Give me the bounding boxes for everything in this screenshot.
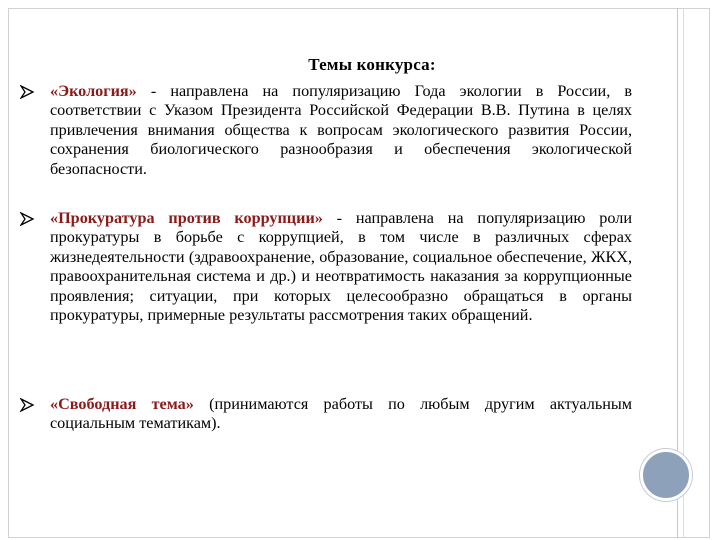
arrowhead-bullet-icon (20, 398, 36, 412)
decorative-circle (640, 449, 692, 501)
item-description: - направлена на популяризацию Года экологии в России, в соответствии с Указом Президента Российской Федерации В.В. Путина в целях привлечения внимания общества к вопросам экологического развития России, сохранения биологического разнообразия и обеспечения экологической безопасности. (50, 82, 632, 178)
item-description: (принимаются работы по любым другим актуальным социальным тематикам). (50, 395, 632, 433)
list-item-text (50, 209, 632, 325)
item-highlight: «Прокуратура против коррупции» (50, 209, 323, 227)
arrowhead-bullet-icon (20, 85, 36, 99)
arrowhead-bullet-icon (20, 212, 36, 226)
list-item-text (50, 395, 632, 434)
item-highlight: «Экология» (50, 82, 137, 100)
list-item-text (50, 82, 632, 179)
item-description: - направлена на популяризацию роли прокуратуры в борьбе с коррупцией, в том числе в различных сферах жизнедеятельности (здравоохранение, образование, социальное обеспечение, ЖКХ, правоохранительная система и др.) и неотвратимость наказания за коррупционные проявления; ситуации, при которых целесообразно обращаться в органы прокуратуры, примерные результаты рассмотрения таких обращений. (50, 209, 632, 325)
item-highlight: «Свободная тема» (50, 395, 194, 413)
page-title: Темы конкурса: (308, 55, 436, 74)
